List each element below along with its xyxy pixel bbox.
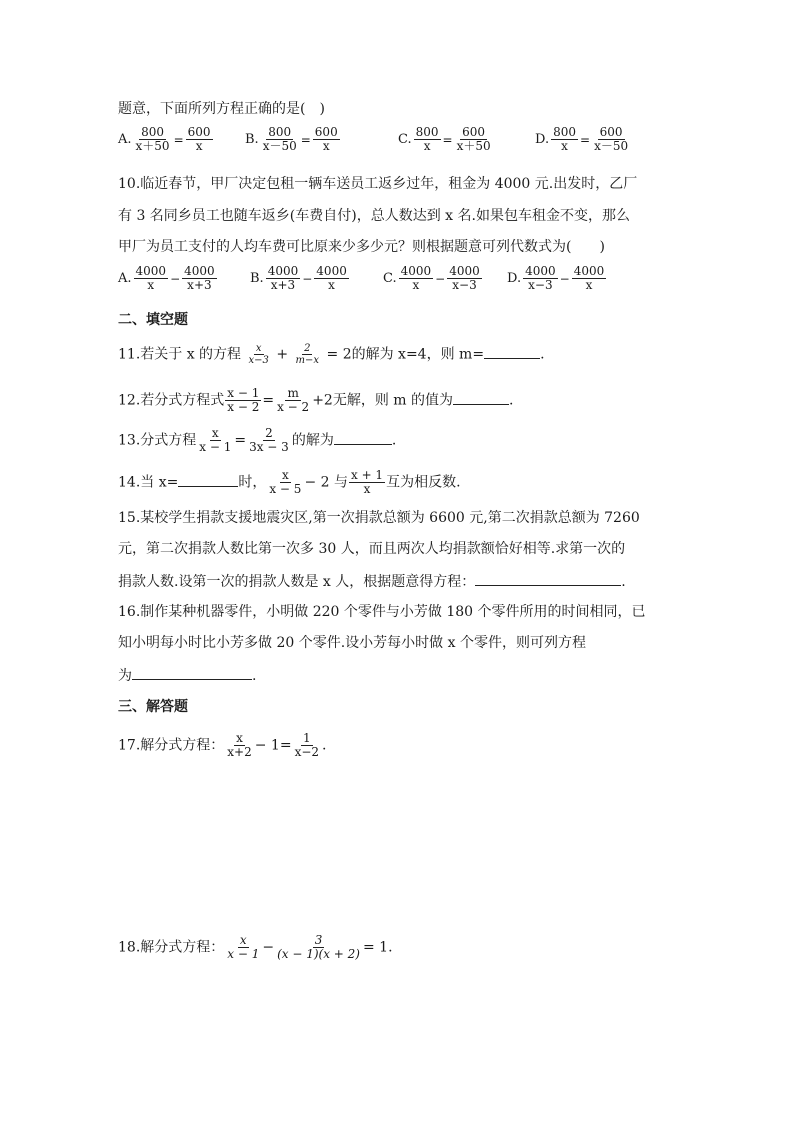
q15-line-2: 元，第二次捐款人数比第一次多 30 人，而且两次人均捐款额恰好相等.求第一次的: [118, 541, 626, 557]
period: .: [621, 574, 626, 590]
q11-suffix: 的解为 x=4，则 m=: [351, 346, 485, 363]
answer-blank[interactable]: [178, 472, 238, 487]
q14-suffix: 互为相反数.: [386, 474, 461, 491]
fraction: [261, 126, 299, 153]
q14-mid: 时，: [238, 474, 267, 491]
q16-line-3: [118, 665, 256, 686]
q9-option-a[interactable]: [118, 126, 214, 153]
option-label: A.: [118, 271, 132, 286]
period: .: [509, 392, 514, 409]
fraction: [572, 265, 607, 292]
fraction: [134, 265, 169, 292]
q16-line-1: 16.制作某种机器零件，小明做 220 个零件与小芳做 180 个零件所用的时间相同，已: [118, 604, 646, 620]
numerator: 4000: [525, 264, 556, 278]
denominator: x − 2: [277, 400, 310, 414]
answer-blank[interactable]: [475, 571, 621, 586]
numerator: x: [211, 426, 219, 440]
question-12: [118, 387, 513, 414]
fraction: [592, 126, 630, 153]
fraction: [447, 265, 482, 292]
option-label: B.: [245, 132, 259, 147]
numerator: 600: [462, 125, 486, 139]
q12-prefix: 12.若分式方程式: [118, 392, 225, 409]
denominator: x: [195, 139, 203, 153]
option-label: D.: [535, 132, 550, 147]
q15-line-3: [118, 571, 626, 592]
numerator: 600: [187, 125, 211, 139]
denominator: x: [561, 139, 568, 153]
q14-prefix: 14.当 x=: [118, 474, 179, 491]
option-label: B.: [250, 271, 264, 286]
numerator: 4000: [267, 264, 299, 278]
q13-prefix: 13.分式方程: [118, 432, 197, 449]
denominator: x: [328, 278, 335, 292]
question-18: [118, 934, 393, 961]
denominator: x−3: [528, 278, 553, 292]
numerator: 800: [415, 125, 439, 139]
q9-stem-tail: 题意，下面所列方程正确的是( ): [118, 101, 325, 117]
denominator: x+2: [227, 745, 252, 759]
fraction: [225, 732, 253, 759]
denominator: x+3: [187, 278, 212, 292]
minus-sign: −: [559, 271, 570, 286]
numerator: 600: [599, 125, 623, 139]
question-13: [118, 427, 396, 454]
fraction: [186, 126, 213, 153]
q12-suffix: +2无解，则 m 的值为: [312, 392, 454, 409]
denominator: (x − 1)(x + 2): [277, 947, 360, 961]
option-label: C.: [398, 132, 412, 147]
denominator: x+3: [270, 278, 296, 292]
section-title-fill-in: 二、填空题: [118, 312, 188, 328]
period: .: [252, 668, 257, 684]
question-11: [118, 343, 545, 366]
equals-sign: =: [300, 132, 311, 147]
answer-blank[interactable]: [453, 390, 509, 405]
fraction: [225, 387, 261, 414]
fraction: [293, 732, 321, 759]
q9-option-b[interactable]: [245, 126, 341, 153]
fraction: [182, 265, 217, 292]
fraction: [275, 387, 311, 414]
denominator: x − 1: [199, 440, 232, 454]
equals-sign: =: [173, 132, 184, 147]
q10-option-c[interactable]: [383, 265, 483, 292]
q18-prefix: 18.解分式方程：: [118, 939, 225, 956]
denominator: x＋50: [456, 139, 491, 153]
numerator: 600: [314, 125, 338, 139]
fraction: [294, 343, 322, 366]
denominator: x: [363, 482, 371, 496]
denominator: x−3: [248, 355, 269, 366]
option-label: A.: [118, 132, 132, 147]
fraction: [551, 126, 578, 153]
numerator: 800: [141, 125, 164, 139]
plus-sign: +: [276, 346, 289, 363]
fraction: [275, 934, 362, 961]
equals-sign: =: [580, 132, 591, 147]
denominator: x−3: [452, 278, 477, 292]
q10-option-a[interactable]: [118, 265, 218, 292]
fraction: [266, 265, 301, 292]
denominator: m−x: [295, 355, 320, 366]
question-17: [118, 732, 326, 759]
fraction: [225, 934, 261, 961]
option-label: C.: [383, 271, 397, 286]
section-title-solve: 三、解答题: [118, 699, 188, 715]
q10-option-d[interactable]: [507, 265, 607, 292]
denominator: x: [585, 278, 593, 292]
numerator: x: [239, 933, 247, 947]
fraction: [399, 265, 434, 292]
denominator: x: [147, 278, 155, 292]
q17-prefix: 17.解分式方程：: [118, 737, 225, 754]
q10-line-2: 有 3 名同乡员工也随车返乡(车费自付)，总人数达到 x 名.如果包车租金不变，那么: [118, 208, 630, 224]
q9-option-c[interactable]: [398, 126, 494, 153]
answer-blank[interactable]: [132, 665, 252, 680]
equals-one: = 1.: [363, 939, 393, 956]
denominator: x−2: [294, 745, 320, 759]
q11-prefix: 11.若关于 x 的方程: [118, 346, 242, 363]
denominator: 3x − 3: [249, 440, 289, 454]
fraction: [414, 126, 441, 153]
fraction: [314, 265, 349, 292]
answer-blank[interactable]: [484, 344, 540, 359]
fraction: [455, 126, 493, 153]
numerator: x: [282, 468, 289, 482]
q16-line-2: 知小明每小时比小芳多做 20 个零件.设小芳每小时做 x 个零件，则可列方程: [118, 635, 586, 651]
period: .: [391, 432, 397, 449]
numerator: 800: [553, 125, 576, 139]
q10-option-b[interactable]: [250, 265, 350, 292]
equals-sign: =: [262, 392, 275, 409]
equals-value: = 2: [326, 346, 352, 363]
numerator: x: [236, 731, 243, 745]
numerator: x + 1: [350, 468, 384, 482]
denominator: x－50: [594, 139, 629, 153]
numerator: 1: [302, 731, 311, 745]
q10-line-1: 10.临近春节，甲厂决定包租一辆车送员工返乡过年，租金为 4000 元.出发时，乙厂: [118, 176, 638, 192]
minus-two: − 2 与: [304, 474, 348, 491]
q9-option-d[interactable]: [535, 126, 631, 153]
equals-sign: =: [234, 432, 247, 449]
numerator: x: [255, 343, 262, 354]
numerator: 3: [314, 933, 323, 947]
q10-line-3: 甲厂为员工支付的人均车费可比原来少多少元？则根据题意可列代数式为( ): [118, 239, 605, 255]
q16-line-3-text: 为: [118, 668, 132, 684]
denominator: x－50: [262, 139, 297, 153]
minus-sign: −: [262, 939, 275, 956]
denominator: x: [423, 139, 431, 153]
fraction: [313, 126, 340, 153]
q13-suffix: 的解为: [291, 432, 334, 449]
numerator: 4000: [573, 264, 605, 278]
denominator: x − 2: [227, 400, 260, 414]
numerator: 800: [268, 125, 292, 139]
fraction: [247, 427, 291, 454]
q15-line-3-text: 捐款人数.设第一次的捐款人数是 x 人，根据题意得方程：: [118, 574, 476, 590]
minus-sign: −: [435, 271, 446, 286]
period: .: [322, 737, 327, 754]
numerator: 4000: [135, 264, 167, 278]
equals-sign: =: [442, 132, 453, 147]
numerator: 4000: [184, 264, 215, 278]
fraction: [247, 343, 271, 366]
question-14: [118, 469, 461, 496]
fraction: [197, 427, 233, 454]
numerator: 2: [265, 426, 273, 440]
denominator: x: [412, 278, 420, 292]
fraction: [349, 469, 385, 496]
denominator: x − 5: [269, 482, 302, 496]
numerator: x − 1: [227, 386, 260, 400]
option-label: D.: [507, 271, 522, 286]
q15-line-1: 15.某校学生捐款支援地震灾区,第一次捐款总额为 6600 元,第二次捐款总额为 7260: [118, 510, 640, 526]
denominator: x: [322, 139, 330, 153]
minus-one: − 1=: [254, 737, 292, 754]
denominator: x＋50: [135, 139, 170, 153]
numerator: 4000: [449, 264, 480, 278]
numerator: m: [287, 386, 299, 400]
denominator: x − 1: [227, 947, 260, 961]
numerator: 2: [304, 343, 311, 354]
minus-sign: −: [170, 271, 181, 286]
numerator: 4000: [316, 264, 347, 278]
period: .: [540, 346, 545, 363]
fraction: [134, 126, 172, 153]
fraction: [267, 469, 303, 496]
answer-blank[interactable]: [334, 430, 392, 445]
numerator: 4000: [400, 264, 432, 278]
fraction: [523, 265, 558, 292]
minus-sign: −: [302, 271, 313, 286]
